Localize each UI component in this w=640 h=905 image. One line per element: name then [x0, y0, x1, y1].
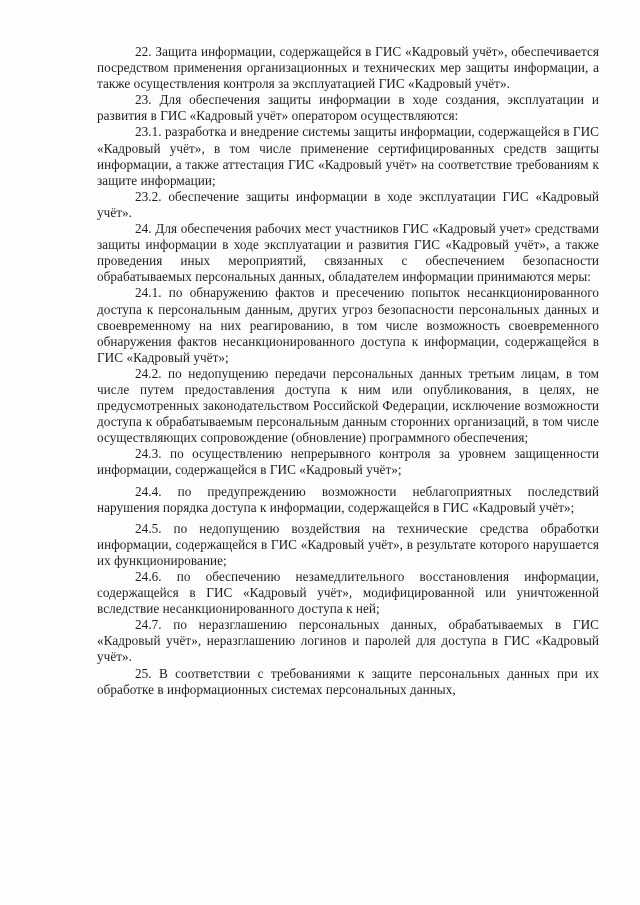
- paragraph-25: 25. В соответствии с требованиями к защите персональных данных при их обработке в информационных системах персональных данных,: [97, 665, 599, 697]
- paragraph-24-6: 24.6. по обеспечению незамедлительного восстановления информации, содержащейся в ГИС «Кадровый учёт», модифицированной или уничтоженной вследствие несанкционированного доступа к ней;: [97, 569, 599, 617]
- paragraph-23-2: 23.2. обеспечение защиты информации в ходе эксплуатации ГИС «Кадровый учёт».: [97, 188, 599, 220]
- paragraph-24-2: 24.2. по недопущению передачи персональных данных третьим лицам, в том числе путем предоставления доступа к ним или опубликования, в целях, не предусмотренных законодательством Российской Федерации, исключение возможности доступа к обрабатываемым персональным данным сторонних организаций, в том числе осуществляющих сопровождение (обновление) программного обеспечения;: [97, 365, 599, 446]
- paragraph-24-4: 24.4. по предупреждению возможности неблагоприятных последствий нарушения порядка доступа к информации, содержащейся в ГИС «Кадровый учёт»;: [97, 483, 599, 515]
- paragraph-24-3: 24.3. по осуществлению непрерывного контроля за уровнем защищенности информации, содержащейся в ГИС «Кадровый учёт»;: [97, 446, 599, 478]
- paragraph-24-1: 24.1. по обнаружению фактов и пресечению попыток несанкционированного доступа к персональным данным, других угроз безопасности персональных данных и своевременному на них реагированию, в том числе возможность своевременного обнаружения фактов несанкционированного доступа к информации, содержащейся в ГИС «Кадровый учёт»;: [97, 285, 599, 365]
- paragraph-23-1: 23.1. разработка и внедрение системы защиты информации, содержащейся в ГИС «Кадровый учёт», в том числе применение сертифицированных средств защиты информации, а также аттестация ГИС «Кадровый учёт» на соответствие требованиям к защите информации;: [97, 124, 599, 188]
- paragraph-24: 24. Для обеспечения рабочих мест участников ГИС «Кадровый учет» средствами защиты информации в ходе эксплуатации и развития ГИС «Кадровый учёт», а также проведения иных мероприятий, связанных с обеспечением безопасности обрабатываемых персональных данных, обладателем информации принимаются меры:: [97, 221, 599, 285]
- paragraph-24-7: 24.7. по неразглашению персональных данных, обрабатываемых в ГИС «Кадровый учёт», неразглашению логинов и паролей для доступа в ГИС «Кадровый учёт».: [97, 617, 599, 665]
- paragraph-23: 23. Для обеспечения защиты информации в ходе создания, эксплуатации и развития в ГИС «Кадровый учёт» оператором осуществляются:: [97, 92, 599, 124]
- document-body: [97, 44, 599, 698]
- paragraph-22: 22. Защита информации, содержащейся в ГИС «Кадровый учёт», обеспечивается посредством применения организационных и технических мер защиты информации, а также осуществления контроля за эксплуатацией ГИС «Кадровый учёт».: [97, 44, 599, 92]
- paragraph-24-5: 24.5. по недопущению воздействия на технические средства обработки информации, содержащейся в ГИС «Кадровый учёт», в результате которого нарушается их функционирование;: [97, 520, 599, 568]
